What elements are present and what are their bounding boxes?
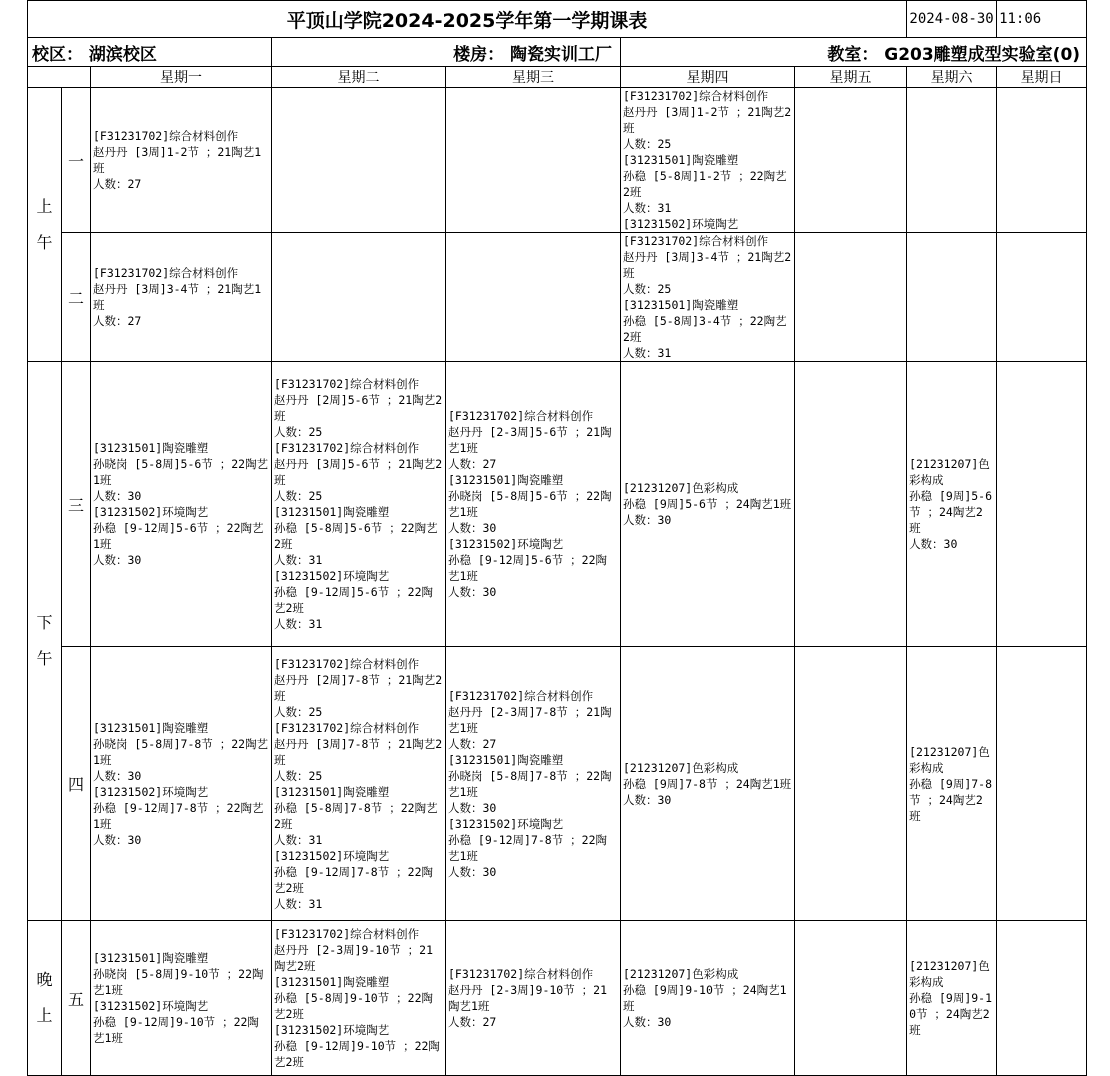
course-line: 人数：27 [448, 457, 497, 471]
course-line: [31231501]陶瓷雕塑 [93, 951, 209, 965]
building-label: 楼房： 陶瓷实训工厂 [272, 38, 621, 67]
session-evening-char-1: 晚 [36, 970, 53, 989]
course-line: [31231501]陶瓷雕塑 [448, 473, 564, 487]
course-line: [F31231702]综合材料创作 [623, 89, 769, 103]
course-line: 人数：30 [448, 521, 497, 535]
course-line: 人数：27 [448, 736, 497, 751]
print-date: 2024-08-30 [907, 1, 997, 38]
course-line: [21231207]色彩构成 [623, 481, 739, 495]
course-line: 人数：30 [93, 832, 142, 847]
course-entry [274, 376, 443, 632]
course-line: [31231502]环境陶艺 [623, 217, 739, 231]
slot-p4-mon [91, 647, 272, 921]
course-entry [623, 966, 792, 1030]
course-line: 赵丹丹 [2-3周]9-10节 ；21陶艺2班 [274, 943, 434, 973]
course-line: 赵丹丹 [2周]5-6节 ；21陶艺2班 [274, 393, 443, 423]
course-line: 孙稳 [5-8周]5-6节 ；22陶艺2班 [274, 521, 438, 551]
course-line: 人数：31 [623, 346, 672, 360]
slot-p1-fri [795, 88, 907, 233]
course-line: 孙稳 [9周]7-8节 ；24陶艺1班 [623, 776, 792, 791]
slot-p1-sat [907, 88, 997, 233]
course-line: 人数：30 [93, 553, 142, 567]
course-entry [909, 958, 994, 1038]
day-header-sat: 星期六 [907, 67, 997, 88]
slot-p1-sun [997, 88, 1087, 233]
course-line: 人数：30 [909, 537, 958, 551]
course-line: [21231207]色彩构成 [909, 959, 990, 989]
slot-p1-thu [621, 88, 795, 233]
course-line: [21231207]色彩构成 [909, 457, 990, 487]
slot-p3-sun [997, 362, 1087, 647]
slot-p5-sun [997, 921, 1087, 1076]
course-line: 赵丹丹 [3周]7-8节 ；21陶艺2班 [274, 736, 443, 767]
course-entry [448, 408, 618, 600]
slot-p3-wed [446, 362, 621, 647]
course-line: 人数：31 [274, 832, 323, 847]
course-line: 赵丹丹 [2-3周]5-6节 ；21陶艺1班 [448, 425, 612, 455]
course-line: [31231502]环境陶艺 [93, 784, 209, 799]
slot-p1-wed [446, 88, 621, 233]
course-line: 赵丹丹 [3周]3-4节 ；21陶艺2班 [623, 250, 792, 280]
course-entry [623, 233, 792, 361]
course-line: 孙晓岗 [5-8周]9-10节 ；22陶艺1班 [93, 967, 264, 997]
course-entry [274, 656, 443, 912]
slot-p4-sun [997, 647, 1087, 921]
course-line: 孙稳 [9-12周]7-8节 ；22陶艺1班 [93, 800, 264, 831]
course-line: [31231501]陶瓷雕塑 [448, 752, 564, 767]
slot-p5-tue [272, 921, 446, 1076]
slot-p2-wed [446, 233, 621, 362]
course-entry [93, 720, 269, 848]
course-line: [F31231702]综合材料创作 [623, 234, 769, 248]
course-entry [274, 926, 443, 1070]
session-evening-char-2: 上 [36, 1006, 53, 1025]
corner-header [28, 67, 91, 88]
session-morning [28, 88, 62, 362]
day-header-thu: 星期四 [621, 67, 795, 88]
slot-p3-tue [272, 362, 446, 647]
course-line: [31231501]陶瓷雕塑 [274, 505, 390, 519]
period-label-4: 四 [62, 647, 91, 921]
course-line: 孙晓岗 [5-8周]7-8节 ；22陶艺1班 [448, 768, 612, 799]
course-line: 孙晓岗 [5-8周]5-6节 ；22陶艺1班 [93, 457, 269, 487]
course-entry [623, 760, 792, 808]
slot-p5-wed [446, 921, 621, 1076]
course-line: 人数：27 [93, 314, 142, 328]
course-line: [31231502]环境陶艺 [274, 848, 390, 863]
period-label-1: 一 [62, 88, 91, 233]
slot-p3-sat [907, 362, 997, 647]
course-line: [F31231702]综合材料创作 [274, 441, 420, 455]
course-entry [448, 966, 618, 1030]
course-line: [31231502]环境陶艺 [274, 569, 390, 583]
slot-p3-fri [795, 362, 907, 647]
course-line: [31231501]陶瓷雕塑 [274, 975, 390, 989]
course-line: [31231501]陶瓷雕塑 [623, 153, 739, 167]
course-line: 人数：30 [93, 768, 142, 783]
slot-p4-thu [621, 647, 795, 921]
course-line: [F31231702]综合材料创作 [448, 688, 594, 703]
course-line: [31231502]环境陶艺 [448, 537, 564, 551]
session-afternoon-char-1: 下 [36, 613, 53, 632]
timetable-grid [27, 0, 1087, 1076]
course-line: 孙稳 [9-12周]5-6节 ；22陶艺1班 [448, 553, 608, 583]
course-line: 孙稳 [9-12周]9-10节 ；22陶艺2班 [274, 1039, 440, 1069]
course-entry [623, 88, 792, 232]
course-line: 人数：25 [274, 489, 323, 503]
course-line: 人数：30 [448, 800, 497, 815]
session-afternoon-char-2: 午 [36, 649, 53, 668]
slot-p3-thu [621, 362, 795, 647]
slot-p4-sat [907, 647, 997, 921]
course-entry [93, 440, 269, 568]
slot-p2-sun [997, 233, 1087, 362]
course-line: 人数：27 [93, 177, 142, 191]
classroom-label: 教室： G203雕塑成型实验室(0) [621, 38, 1087, 67]
course-line: 孙稳 [5-8周]7-8节 ；22陶艺2班 [274, 800, 438, 831]
course-line: [F31231702]综合材料创作 [274, 656, 420, 671]
course-line: 孙稳 [9-12周]9-10节 ；22陶艺1班 [93, 1015, 259, 1045]
course-line: 人数：30 [93, 489, 142, 503]
slot-p3-mon [91, 362, 272, 647]
print-time: 11:06 [997, 1, 1087, 38]
course-line: 孙晓岗 [5-8周]5-6节 ；22陶艺1班 [448, 489, 612, 519]
course-line: 孙稳 [9-12周]5-6节 ；22陶艺1班 [93, 521, 264, 551]
course-entry [909, 456, 994, 552]
session-afternoon [28, 362, 62, 921]
page-title: 平顶山学院2024-2025学年第一学期课表 [28, 1, 907, 38]
course-entry [909, 744, 994, 824]
course-entry [448, 688, 618, 880]
course-line: 人数：30 [448, 864, 497, 879]
day-header-sun: 星期日 [997, 67, 1087, 88]
course-line: [31231502]环境陶艺 [274, 1023, 390, 1037]
course-line: 人数：31 [274, 617, 323, 631]
slot-p5-fri [795, 921, 907, 1076]
course-entry [623, 480, 792, 528]
course-line: [F31231702]综合材料创作 [274, 927, 420, 941]
course-line: 孙稳 [5-8周]3-4节 ；22陶艺2班 [623, 314, 787, 344]
session-morning-char-2: 午 [36, 232, 53, 252]
course-line: 赵丹丹 [2周]7-8节 ；21陶艺2班 [274, 672, 443, 703]
course-entry [93, 128, 269, 192]
slot-p4-fri [795, 647, 907, 921]
course-line: [31231501]陶瓷雕塑 [274, 784, 390, 799]
course-line: 孙稳 [5-8周]9-10节 ；22陶艺2班 [274, 991, 434, 1021]
course-line: 赵丹丹 [3周]3-4节 ；21陶艺1班 [93, 282, 262, 312]
slot-p5-thu [621, 921, 795, 1076]
course-line: 人数：25 [623, 282, 672, 296]
course-line: 孙稳 [9周]5-6节 ；24陶艺2班 [909, 489, 993, 535]
slot-p2-fri [795, 233, 907, 362]
course-line: 人数：25 [274, 768, 323, 783]
course-line: 赵丹丹 [2-3周]9-10节 ；21陶艺1班 [448, 983, 608, 1013]
campus-label: 校区： 湖滨校区 [28, 38, 272, 67]
slot-p4-wed [446, 647, 621, 921]
course-line: 孙稳 [9周]5-6节 ；24陶艺1班 [623, 497, 792, 511]
day-header-mon: 星期一 [91, 67, 272, 88]
course-line: [31231502]环境陶艺 [448, 816, 564, 831]
course-line: 孙稳 [9-12周]5-6节 ；22陶艺2班 [274, 585, 434, 615]
slot-p2-tue [272, 233, 446, 362]
course-line: 孙稳 [9周]9-10节 ；24陶艺2班 [909, 991, 993, 1037]
course-line: 人数：30 [623, 1015, 672, 1029]
course-line: 孙稳 [5-8周]1-2节 ；22陶艺2班 [623, 169, 787, 199]
slot-p5-mon [91, 921, 272, 1076]
course-line: 孙稳 [9-12周]7-8节 ；22陶艺1班 [448, 832, 608, 863]
period-label-3: 三 [62, 362, 91, 647]
course-line: 孙稳 [9周]9-10节 ；24陶艺1班 [623, 983, 787, 1013]
course-line: 孙稳 [9-12周]7-8节 ；22陶艺2班 [274, 864, 434, 895]
session-evening [28, 921, 62, 1076]
course-line: 赵丹丹 [2-3周]7-8节 ；21陶艺1班 [448, 704, 612, 735]
course-line: 孙晓岗 [5-8周]7-8节 ；22陶艺1班 [93, 736, 269, 767]
course-line: [21231207]色彩构成 [623, 967, 739, 981]
course-line: 人数：25 [274, 704, 323, 719]
slot-p5-sat [907, 921, 997, 1076]
course-line: [31231502]环境陶艺 [93, 505, 209, 519]
course-entry [93, 265, 269, 329]
course-line: 人数：25 [274, 425, 323, 439]
course-line: 人数：27 [448, 1015, 497, 1029]
course-line: 人数：25 [623, 137, 672, 151]
slot-p2-sat [907, 233, 997, 362]
day-header-tue: 星期二 [272, 67, 446, 88]
course-line: [21231207]色彩构成 [623, 760, 739, 775]
course-line: [31231501]陶瓷雕塑 [93, 441, 209, 455]
course-line: [21231207]色彩构成 [909, 744, 990, 775]
slot-p4-tue [272, 647, 446, 921]
course-line: [31231501]陶瓷雕塑 [623, 298, 739, 312]
course-line: 人数：31 [274, 553, 323, 567]
course-line: [F31231702]综合材料创作 [93, 266, 239, 280]
course-line: [F31231702]综合材料创作 [448, 409, 594, 423]
slot-p1-mon [91, 88, 272, 233]
course-line: 人数：31 [274, 896, 323, 911]
slot-p2-thu [621, 233, 795, 362]
course-line: [F31231702]综合材料创作 [448, 967, 594, 981]
day-header-fri: 星期五 [795, 67, 907, 88]
slot-p2-mon [91, 233, 272, 362]
course-line: 人数：30 [623, 792, 672, 807]
period-label-5: 五 [62, 921, 91, 1076]
course-line: [F31231702]综合材料创作 [274, 377, 420, 391]
course-entry [93, 950, 269, 1046]
session-morning-char-1: 上 [36, 196, 53, 216]
course-line: 人数：31 [623, 201, 672, 215]
course-line: 人数：30 [448, 585, 497, 599]
course-line: [F31231702]综合材料创作 [274, 720, 420, 735]
course-line: [31231502]环境陶艺 [93, 999, 209, 1013]
course-line: [31231501]陶瓷雕塑 [93, 720, 209, 735]
course-line: 人数：30 [623, 513, 672, 527]
period-label-2: 二 [62, 233, 91, 362]
course-line: 赵丹丹 [3周]1-2节 ；21陶艺1班 [93, 145, 262, 175]
day-header-wed: 星期三 [446, 67, 621, 88]
course-line: [F31231702]综合材料创作 [93, 129, 239, 143]
course-line: 孙稳 [9周]7-8节 ；24陶艺2班 [909, 776, 993, 823]
course-line: 赵丹丹 [3周]1-2节 ；21陶艺2班 [623, 105, 792, 135]
slot-p1-tue [272, 88, 446, 233]
course-line: 赵丹丹 [3周]5-6节 ；21陶艺2班 [274, 457, 443, 487]
